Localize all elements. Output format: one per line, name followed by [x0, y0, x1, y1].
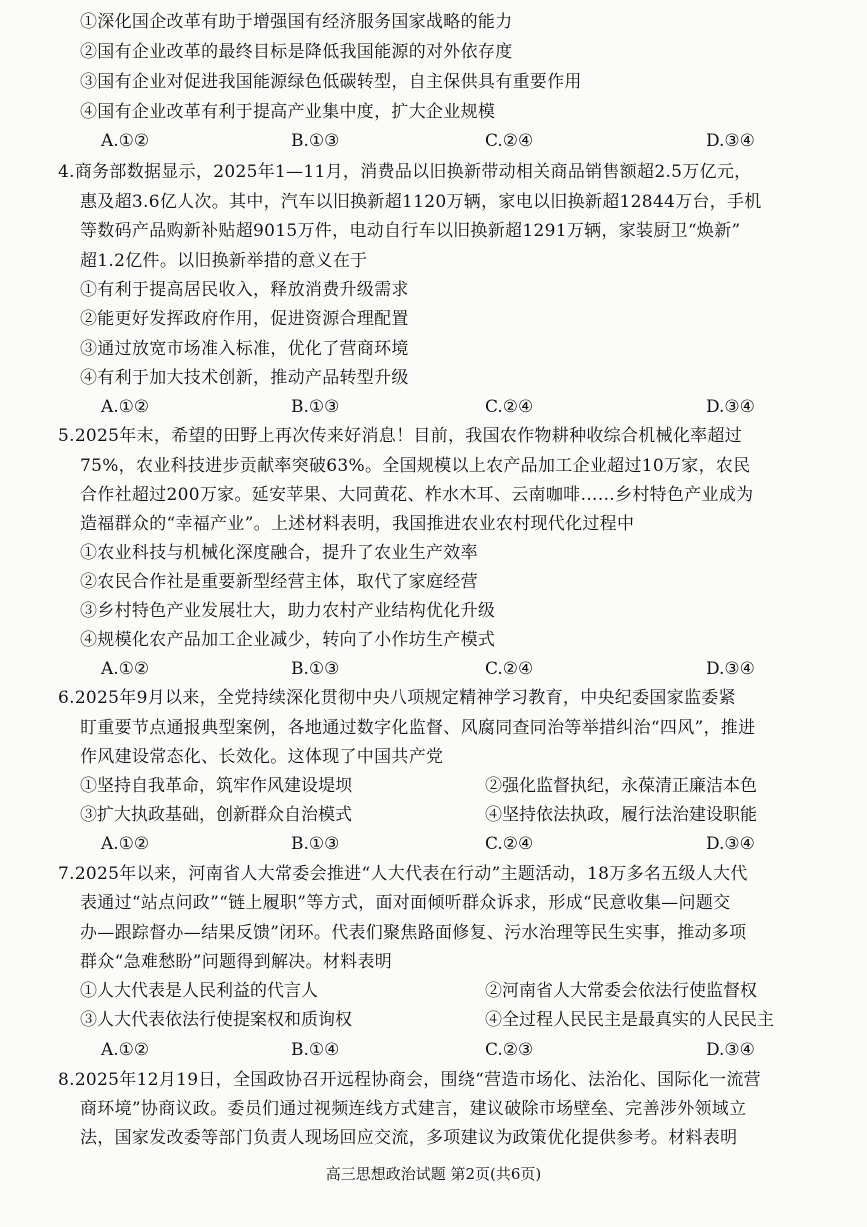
q7-statement-4: ④全过程人民民主是最真实的人民民主 [485, 1010, 774, 1030]
q7-stem-line-2: 表通过“站点问政”“链上履职”等方式，面对面倾听群众诉求，形成“民意收集—问题交 [80, 893, 731, 913]
q6-statement-1: ①坚持自我革命，筑牢作风建设堤坝 [80, 776, 352, 796]
q3-statement-1: ①深化国企改革有助于增强国有经济服务国家战略的能力 [80, 12, 513, 32]
option-a: A.①② [101, 659, 150, 679]
q6-stem-line-1: 6.2025年9月以来，全党持续深化贯彻中央八项规定精神学习教育，中央纪委国家监委紧 [58, 688, 736, 708]
option-d: D.③④ [706, 397, 755, 417]
option-a: A.①② [101, 131, 150, 151]
q5-stem-line-4: 造福群众的“幸福产业”。上述材料表明，我国推进农业农村现代化过程中 [80, 514, 635, 534]
q3-statement-2: ②国有企业改革的最终目标是降低我国能源的对外依存度 [80, 42, 513, 62]
q4-statement-3: ③通过放宽市场准入标准，优化了营商环境 [80, 339, 409, 359]
q4-statement-1: ①有利于提高居民收入，释放消费升级需求 [80, 280, 409, 300]
q5-statement-4: ④规模化农产品加工企业减少，转向了小作坊生产模式 [80, 630, 496, 650]
q7-statement-2: ②河南省人大常委会依法行使监督权 [485, 981, 757, 1001]
option-d: D.③④ [706, 834, 755, 854]
q7-options [0, 1040, 867, 1060]
q6-statements-row-2 [80, 805, 820, 825]
q5-statement-2: ②农民合作社是重要新型经营主体，取代了家庭经营 [80, 572, 478, 592]
option-d: D.③④ [706, 1040, 755, 1060]
q7-statements-row-2 [80, 1010, 820, 1030]
option-c: C.②④ [485, 131, 534, 151]
q5-stem-line-2: 75%，农业科技进步贡献率突破63%。全国规模以上农产品加工企业超过10万家，农民 [80, 456, 751, 476]
q5-stem-line-3: 合作社超过200万家。延安苹果、大同黄花、柞水木耳、云南咖啡……乡村特色产业成为 [80, 485, 754, 505]
q6-options [0, 834, 867, 854]
q7-statement-3: ③人大代表依法行使提案权和质询权 [80, 1010, 352, 1030]
page-footer: 高三思想政治试题 第2页(共6页) [325, 1165, 542, 1183]
q6-stem-line-3: 作风建设常态化、长效化。这体现了中国共产党 [80, 747, 444, 767]
q4-stem-line-4: 超1.2亿件。以旧换新举措的意义在于 [80, 251, 368, 271]
q6-stem-line-2: 盯重要节点通报典型案例，各地通过数字化监督、风腐同查同治等举措纠治“四风”，推进 [80, 718, 756, 738]
q5-stem-line-1: 5.2025年末，希望的田野上再次传来好消息！目前，我国农作物耕种收综合机械化率超过 [58, 426, 743, 446]
option-d: D.③④ [706, 131, 755, 151]
q8-stem-line-2: 商环境”协商议政。委员们通过视频连线方式建言，建议破除市场壁垒、完善涉外领域立 [80, 1099, 747, 1119]
option-c: C.②③ [485, 1040, 534, 1060]
q4-stem-line-3: 等数码产品购新补贴超9015万件，电动自行车以旧换新超1291万辆，家装厨卫“焕新” [80, 221, 741, 241]
q4-statement-4: ④有利于加大技术创新，推动产品转型升级 [80, 368, 409, 388]
q6-statement-2: ②强化监督执纪，永葆清正廉洁本色 [485, 776, 757, 796]
option-c: C.②④ [485, 397, 534, 417]
q5-statement-3: ③乡村特色产业发展壮大，助力农村产业结构优化升级 [80, 601, 496, 621]
q4-statement-2: ②能更好发挥政府作用，促进资源合理配置 [80, 309, 409, 329]
q6-statement-4: ④坚持依法执政，履行法治建设职能 [485, 805, 757, 825]
option-a: A.①② [101, 1040, 150, 1060]
q4-stem-line-1: 4.商务部数据显示，2025年1—11月，消费品以旧换新带动相关商品销售额超2.5万亿元， [58, 162, 752, 182]
option-b: B.①③ [291, 834, 340, 854]
q7-statement-1: ①人大代表是人民利益的代言人 [80, 981, 318, 1001]
option-c: C.②④ [485, 659, 534, 679]
option-a: A.①② [101, 397, 150, 417]
q7-stem-line-4: 群众“急难愁盼”问题得到解决。材料表明 [80, 952, 393, 972]
q6-statement-3: ③扩大执政基础，创新群众自治模式 [80, 805, 352, 825]
q6-statements-row-1 [80, 776, 820, 796]
q7-stem-line-3: 办—跟踪督办—结果反馈”闭环。代表们聚焦路面修复、污水治理等民生实事，推动多项 [80, 923, 747, 943]
q4-stem-line-2: 惠及超3.6亿人次。其中，汽车以旧换新超1120万辆，家电以旧换新超12844万台，手机 [80, 192, 762, 212]
q4-options [0, 397, 867, 417]
q3-statement-3: ③国有企业对促进我国能源绿色低碳转型，自主保供具有重要作用 [80, 72, 582, 92]
q8-stem-line-1: 8.2025年12月19日，全国政协召开远程协商会，围绕“营造市场化、法治化、国际化一流营 [58, 1070, 761, 1090]
q3-statement-4: ④国有企业改革有利于提高产业集中度，扩大企业规模 [80, 102, 496, 122]
q5-options [0, 659, 867, 679]
option-c: C.②④ [485, 834, 534, 854]
option-b: B.①③ [291, 659, 340, 679]
q5-statement-1: ①农业科技与机械化深度融合，提升了农业生产效率 [80, 543, 478, 563]
q7-statements-row-1 [80, 981, 820, 1001]
q8-stem-line-3: 法，国家发改委等部门负责人现场回应交流，多项建议为政策优化提供参考。材料表明 [80, 1128, 738, 1148]
option-b: B.①③ [291, 131, 340, 151]
option-b: B.①③ [291, 397, 340, 417]
option-d: D.③④ [706, 659, 755, 679]
option-a: A.①② [101, 834, 150, 854]
option-b: B.①④ [291, 1040, 340, 1060]
q3-options [0, 131, 867, 151]
q7-stem-line-1: 7.2025年以来，河南省人大常委会推进“人大代表在行动”主题活动，18万多名五级人大代 [58, 864, 748, 884]
